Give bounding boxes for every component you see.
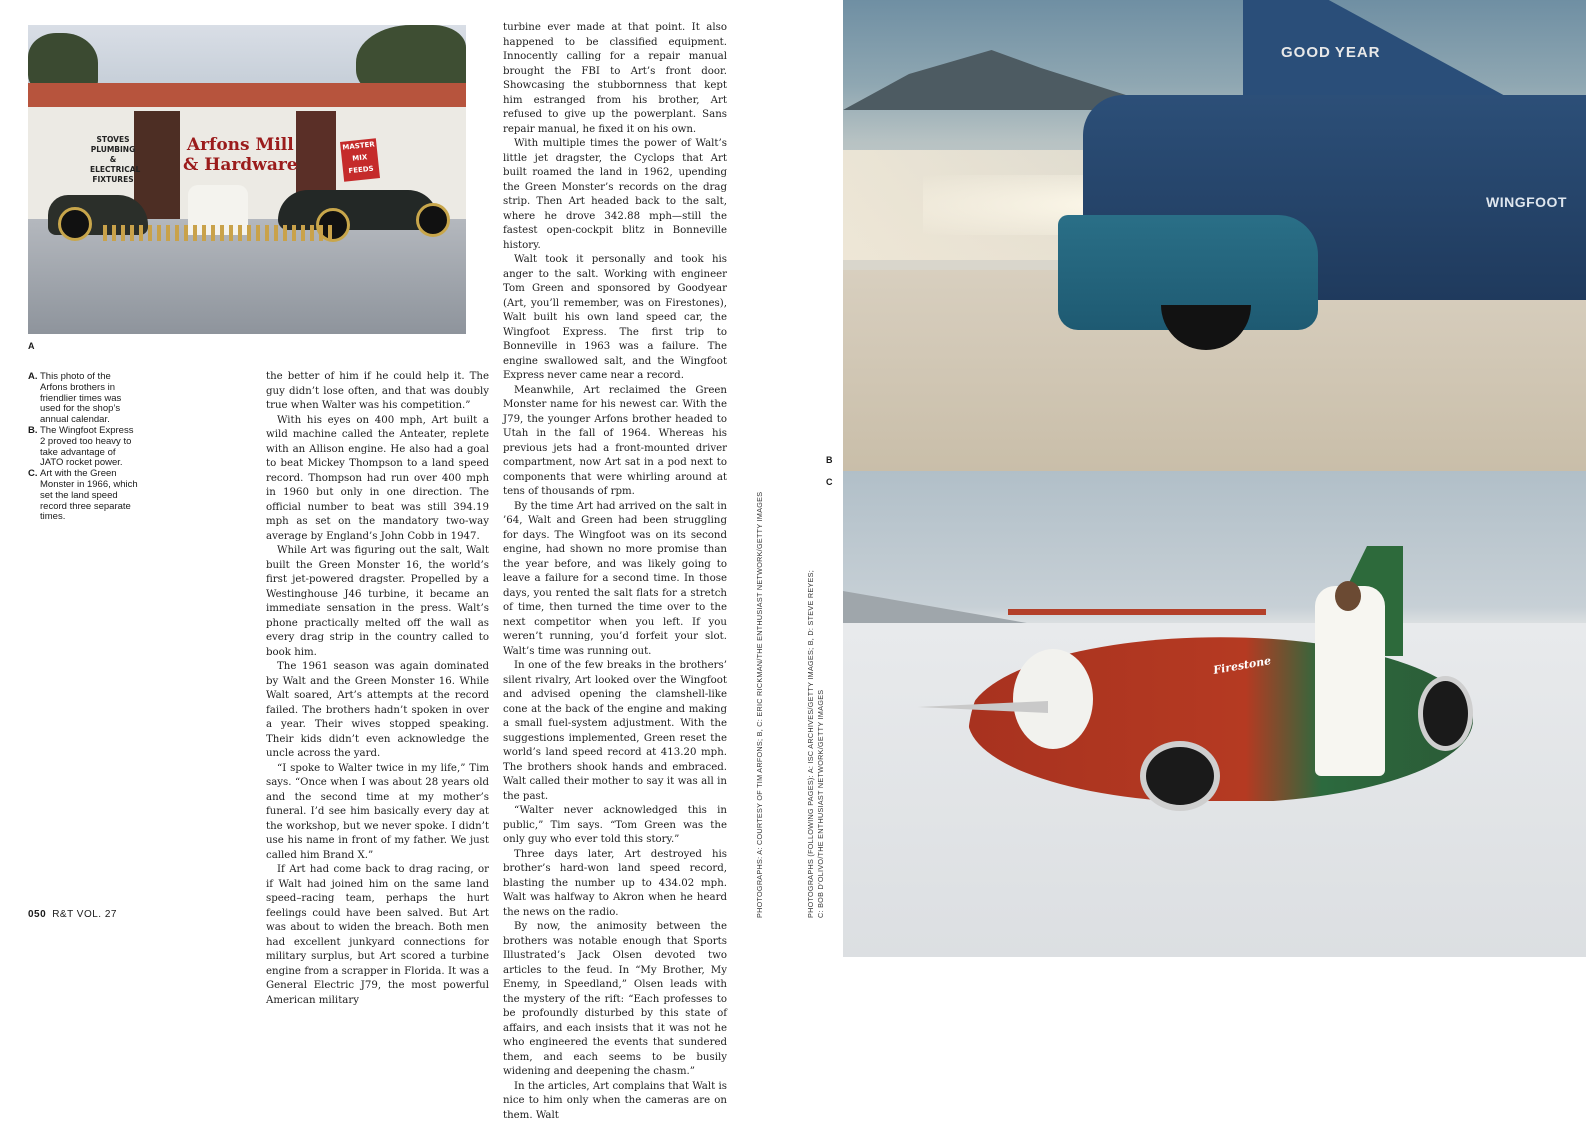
paragraph: With multiple times the power of Walt’s little jet dragster, the Cyclops that Art built roamed the land in 1962, upending the Green Monster’s records on the drag strip. Then Art headed back to the salt, where he drove 342.88 mph—still the fastest open-cockpit blitz in Bonneville history. bbox=[503, 137, 727, 253]
paragraph: The 1961 season was again dominated by Walt and the Green Monster 16. While Walt soared, Art’s attempts at the record failed. The brothers hadn’t spoken in over a year. Their wives stopped speaking. Their kids didn’t even acknowledge the uncle across the yard. bbox=[266, 660, 489, 762]
store-side-sign: STOVES PLUMBING & ELECTRICAL FIXTURES bbox=[90, 135, 136, 185]
photo-c-green-monster bbox=[843, 471, 1586, 957]
article-column-2 bbox=[503, 21, 727, 1123]
caption-key: B. bbox=[28, 426, 40, 469]
dragster-car bbox=[278, 190, 438, 230]
photo-credit: C: BOB D’OLIVO/THE ENTHUSIAST NETWORK/GETTY IMAGES bbox=[816, 690, 825, 918]
store-door bbox=[134, 111, 180, 219]
caption-text: This photo of the Arfons brothers in friendlier times was used for the shop’s annual calendar. bbox=[40, 372, 138, 426]
paragraph: By now, the animosity between the brothers was notable enough that Sports Illustrated’s Jack Olsen devoted two articles to the feud. In “My Brother, My Enemy, in Speedland,” Olsen leads with the mystery of the rift: “Each professes to be profoundly disturbed by this state of affairs, and each insists that it was not he who engineered the events that sundered them, and each seems to be busily widening and deepening the chasm.” bbox=[503, 920, 727, 1080]
article-column-1 bbox=[266, 370, 489, 1008]
paragraph: In one of the few breaks in the brothers’ silent rivalry, Art looked over the Wingfoot and advised opening the clamshell-like cone at the back of the engine and making a small fuel-system adjustment. With the suggestions implemented, Green reset the world’s land speed record at 413.20 mph. The brothers shook hands and embraced. Walt called their mother to say it was all in the past. bbox=[503, 659, 727, 804]
caption-key: C. bbox=[28, 469, 40, 523]
firestone-lettering: Firestone bbox=[1212, 654, 1272, 677]
caption-item bbox=[28, 372, 138, 426]
store-roof bbox=[28, 83, 466, 107]
photo-b-label: B bbox=[826, 455, 833, 465]
caption-item bbox=[28, 469, 138, 523]
trophies bbox=[103, 225, 333, 241]
store-main-sign: Arfons Mill & Hardware bbox=[183, 135, 298, 175]
paragraph: “Walter never acknowledged this in public,” Tim says. “Tom Green was the only guy who ever told this story.” bbox=[503, 804, 727, 848]
paragraph: With his eyes on 400 mph, Art built a wild machine called the Anteater, replete with an Allison engine. He also had a goal to beat Mickey Thompson to a land speed record. Thompson had run over 400 mph in 1960 but only in one direction. The official number to beat was still 394.19 mph as set on the mandatory two-way average by England’s John Cobb in 1947. bbox=[266, 414, 489, 545]
driver-art-arfons bbox=[1315, 586, 1385, 776]
page-number: 050 bbox=[28, 909, 46, 920]
caption-text: The Wingfoot Express 2 proved too heavy to take advantage of JATO rocket power. bbox=[40, 426, 138, 469]
page-folio bbox=[28, 909, 117, 920]
paragraph: If Art had come back to drag racing, or if Walt had joined him on the same land speed–racing team, perhaps the hurt feelings could have been salved. But Art was about to widen the breach. Both men had excellent junkyard connections for military surplus, but Art scored a turbine engine from a scrapper in Florida. It was a General Electric J79, the most powerful American military bbox=[266, 863, 489, 1008]
photo-captions bbox=[28, 372, 138, 523]
photo-a-label: A bbox=[28, 341, 35, 351]
car-wheel bbox=[58, 207, 92, 241]
car-wheel bbox=[416, 203, 450, 237]
paragraph: Three days later, Art destroyed his brother’s hard-won land speed record, blasting the number up to 434.02 mph. Walt was halfway to Akron when he heard the news on the radio. bbox=[503, 848, 727, 921]
rear-wing bbox=[1008, 609, 1266, 615]
paragraph: By the time Art had arrived on the salt in ’64, Walt and Green had been struggling for days. The Wingfoot was on its second engine, had shown no more promise than the year before, and was likely going to leave a failure for a second time. In those days, you rented the salt flats for a stretch of time, then turned the time over to the next competitor when you left. If you weren’t running, you’d forfeit your slot. Walt’s time was running out. bbox=[503, 500, 727, 660]
paragraph: turbine ever made at that point. It also happened to be classified equipment. Innocently calling for a repair manual brought the FBI to Art’s front door. Showcasing the stubbornness that kept him estranged from his brother, Art refused to give up the powerplant. Sans repair manual, he fixed it on his own. bbox=[503, 21, 727, 137]
jet-intake bbox=[1013, 649, 1093, 749]
driver-head bbox=[1335, 581, 1361, 611]
paragraph: In the articles, Art complains that Walt is nice to him only when the cameras are on them. Walt bbox=[503, 1080, 727, 1123]
photo-credit: PHOTOGRAPHS: A: COURTESY OF TIM ARFONS; B, C: ERIC RICKMAN/THE ENTHUSIAST NETWORK/GETTY IMAGES bbox=[755, 492, 764, 918]
caption-key: A. bbox=[28, 372, 40, 426]
magazine-issue: R&T VOL. 27 bbox=[52, 909, 117, 920]
photo-b-wingfoot-express bbox=[843, 0, 1586, 471]
paragraph: “I spoke to Walter twice in my life,” Tim says. “Once when I was about 28 years old and the second time at my mother’s funeral. I’d see him basically every day at the workshop, but we never spoke. I didn’t use his name in front of my father. We just called him Brand X.” bbox=[266, 762, 489, 864]
paragraph: Meanwhile, Art reclaimed the Green Monster name for his newest car. With the J79, the younger Arfons brother headed to Utah in the fall of 1964. Whereas his previous jets had a front-mounted driver compartment, now Art sat in a pod next to components that were whirling around at tens of thousands of rpm. bbox=[503, 384, 727, 500]
paragraph: While Art was figuring out the salt, Walt built the Green Monster 16, the world’s first jet-powered dragster. Propelled by a Westinghouse J46 turbine, it became an immediate sensation in the press. Walt’s phone practically melted off the wall as every drag strip in the country called to book him. bbox=[266, 544, 489, 660]
car-wheel bbox=[1140, 741, 1220, 811]
photo-a-hardware-store bbox=[28, 25, 466, 334]
caption-item bbox=[28, 426, 138, 469]
paragraph: Walt took it personally and took his anger to the salt. Working with engineer Tom Green and sponsored by Goodyear (Art, you’ll remember, was on Firestones), Walt built his own land speed car, the Wingfoot Express. The first trip to Bonneville in 1963 was a failure. The engine swallowed salt, and the Wingfoot Express never came near a record. bbox=[503, 253, 727, 384]
paragraph: the better of him if he could help it. The guy didn’t lose often, and that was doubly true when Walter was his competition.” bbox=[266, 370, 489, 414]
feed-sign: MASTER MIX FEEDS bbox=[340, 138, 380, 182]
goodyear-logo: GOOD YEAR bbox=[1281, 44, 1381, 61]
wingfoot-lettering: WINGFOOT bbox=[1486, 194, 1567, 210]
photo-credit: PHOTOGRAPHS (FOLLOWING PAGES): A: ISC ARCHIVES/GETTY IMAGES; B, D: STEVE REYES; bbox=[806, 570, 815, 918]
photo-c-label: C bbox=[826, 477, 833, 487]
caption-text: Art with the Green Monster in 1966, which set the land speed record three separate times. bbox=[40, 469, 138, 523]
car-wheel bbox=[1418, 676, 1473, 751]
